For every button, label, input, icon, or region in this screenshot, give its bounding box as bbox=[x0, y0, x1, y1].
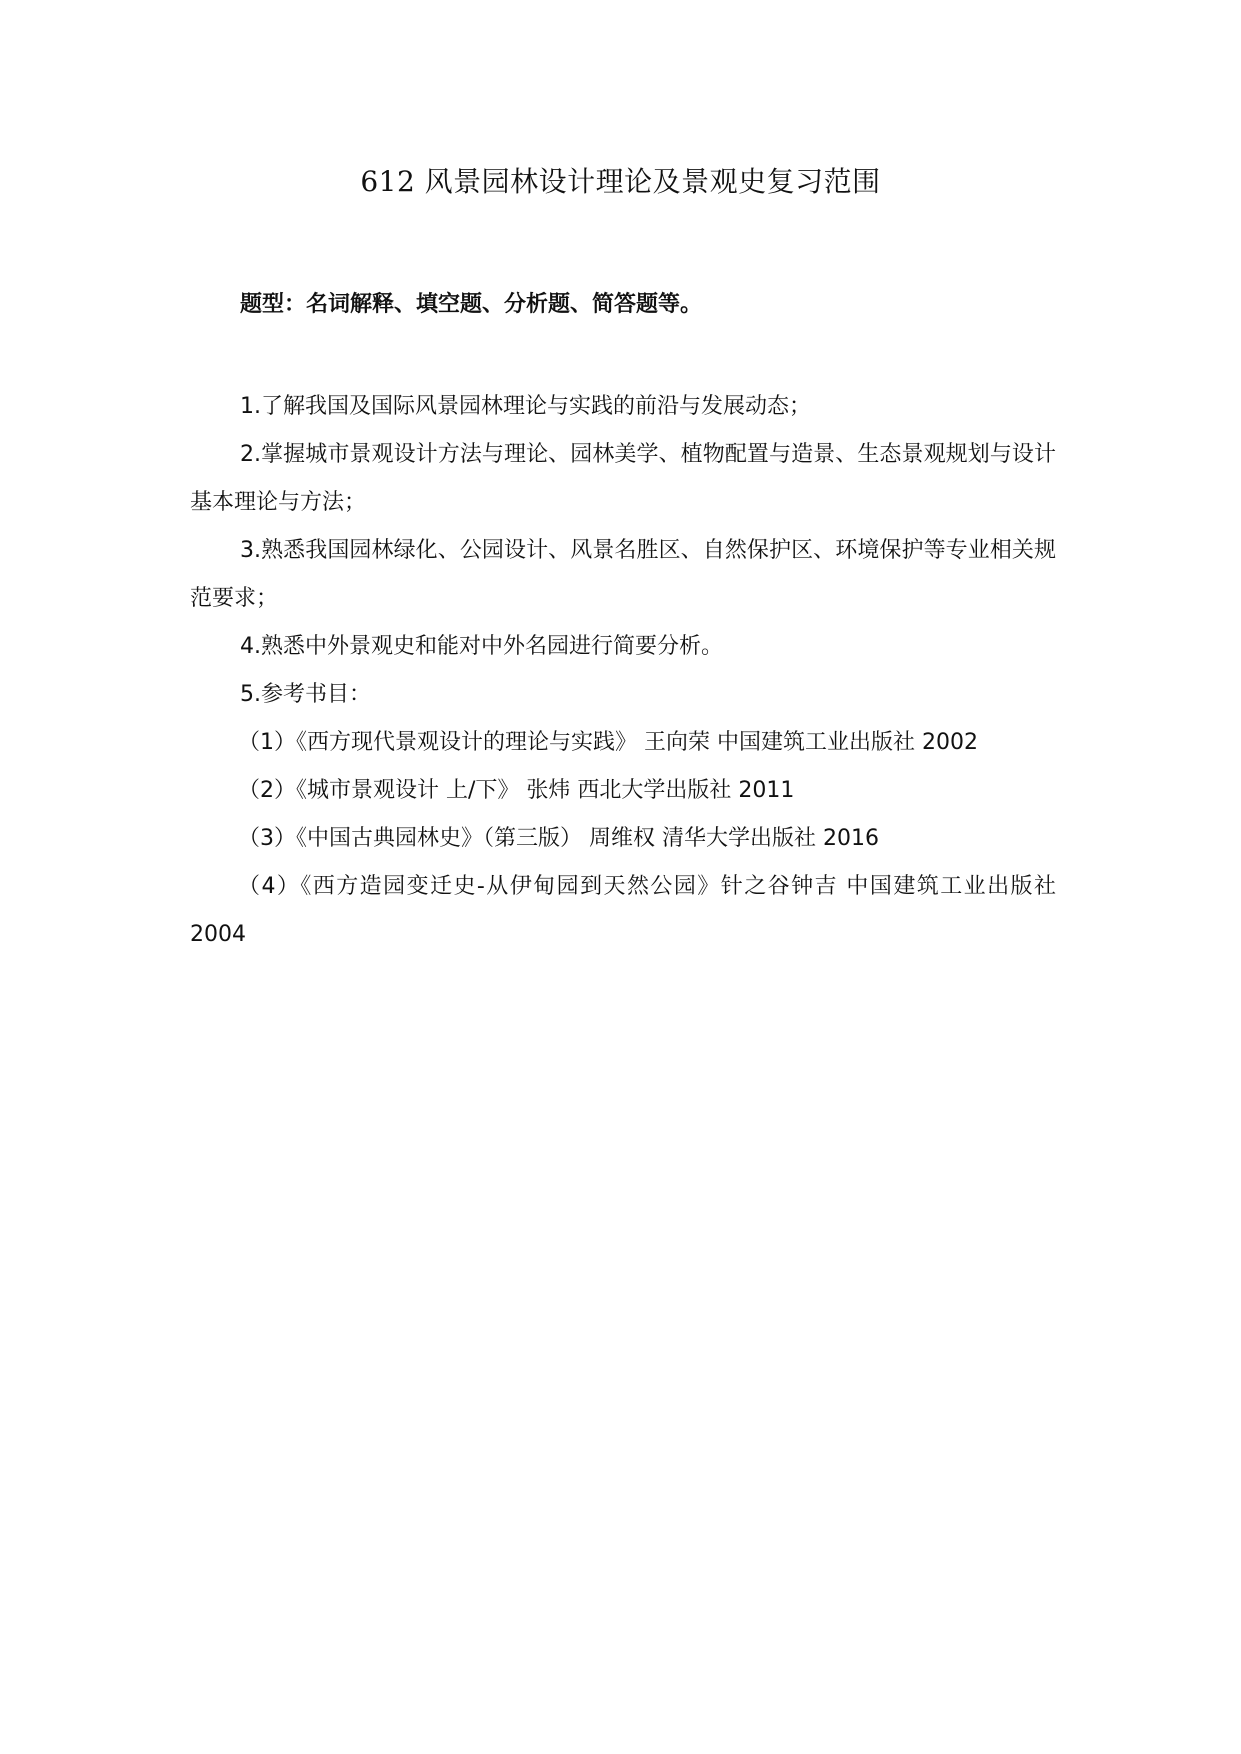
syllabus-item-5: 5.参考书目： bbox=[240, 682, 371, 707]
document-title: 612 风景园林设计理论及景观史复习范围 bbox=[360, 165, 881, 198]
question-types: 题型：名词解释、填空题、分析题、简答题等。 bbox=[240, 292, 703, 317]
syllabus-item-2: 2.掌握城市景观设计方法与理论、园林美学、植物配置与造景、生态景观规划与设计基本理论与方法； bbox=[190, 442, 1056, 515]
syllabus-item-1: 1.了解我国及国际风景园林理论与实践的前沿与发展动态； bbox=[240, 394, 811, 419]
reference-item-4: （4）《西方造园变迁史-从伊甸园到天然公园》针之谷钟吉 中国建筑工业出版社 2004 bbox=[190, 874, 1056, 947]
syllabus-item-4: 4.熟悉中外景观史和能对中外名园进行简要分析。 bbox=[240, 634, 723, 659]
reference-item-1: （1）《西方现代景观设计的理论与实践》 王向荣 中国建筑工业出版社 2002 bbox=[238, 730, 978, 755]
reference-item-2: （2）《城市景观设计 上/下》 张炜 西北大学出版社 2011 bbox=[238, 778, 795, 803]
syllabus-item-3: 3.熟悉我国园林绿化、公园设计、风景名胜区、自然保护区、环境保护等专业相关规范要求； bbox=[190, 538, 1056, 611]
reference-item-3: （3）《中国古典园林史》（第三版） 周维权 清华大学出版社 2016 bbox=[238, 826, 879, 851]
syllabus-body bbox=[190, 383, 1056, 959]
